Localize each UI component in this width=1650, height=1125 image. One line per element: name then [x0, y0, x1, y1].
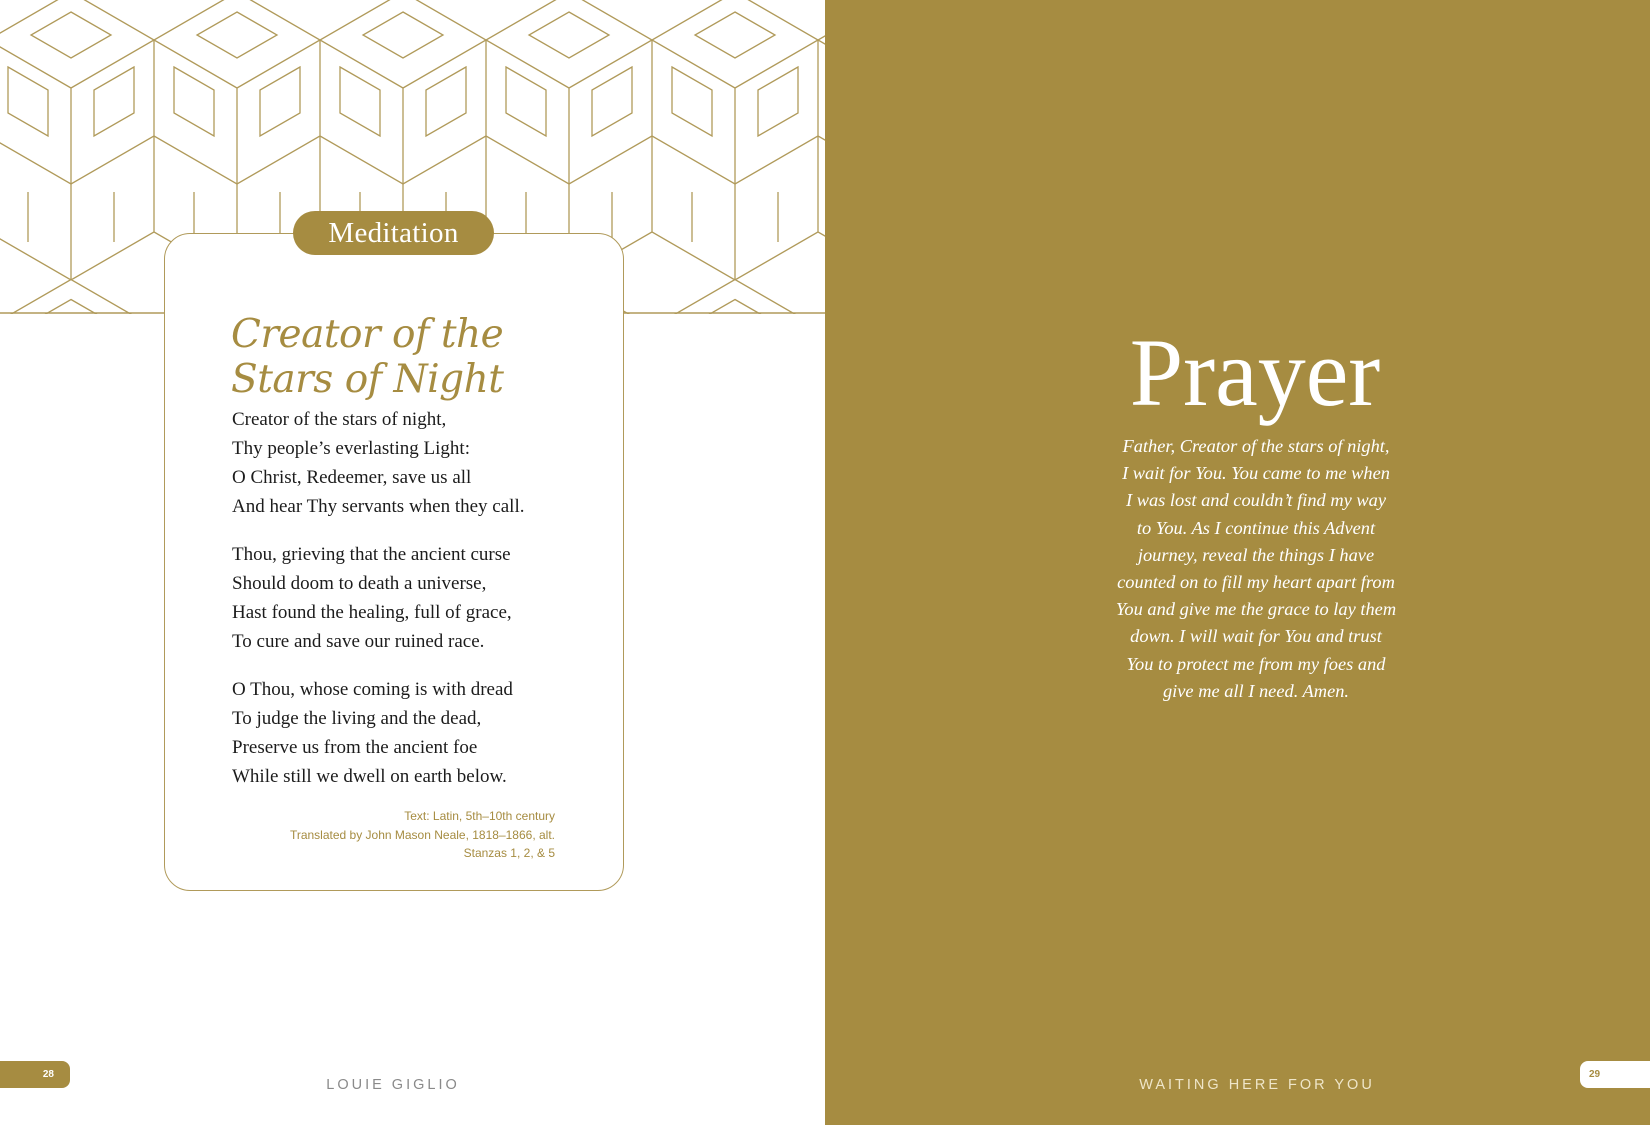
hymn-credits [232, 807, 555, 863]
stanza [232, 405, 612, 521]
running-head-right: WAITING HERE FOR YOU [1139, 1077, 1375, 1093]
credit-line: Stanzas 1, 2, & 5 [463, 846, 555, 860]
prayer-line: Father, Creator of the stars of night, [1122, 436, 1390, 456]
stanza-line: Creator of the stars of night, [232, 409, 447, 430]
prayer-line: You to protect me from my foes and [1126, 653, 1386, 674]
prayer-line: give me all I need. Amen. [1162, 680, 1350, 701]
prayer-text [1100, 433, 1412, 705]
stanza-line: Thy people’s everlasting Light: [232, 438, 470, 459]
prayer-line: You and give me the grace to lay them [1115, 599, 1397, 620]
prayer-line: to You. As I continue this Advent [1136, 517, 1376, 538]
stanza-line: To cure and save our ruined race. [232, 631, 485, 652]
stanza [232, 675, 612, 791]
prayer-title: Prayer [1129, 319, 1381, 426]
hymn-title [231, 312, 591, 402]
running-head-left: LOUIE GIGLIO [326, 1077, 460, 1093]
prayer-line: counted on to fill my heart apart from [1117, 572, 1395, 593]
hymn-title-line: Creator of the [231, 312, 504, 357]
hymn-title-line: Stars of Night [231, 357, 504, 402]
prayer-line: journey, reveal the things I have [1137, 544, 1375, 565]
stanza-line: O Christ, Redeemer, save us all [232, 467, 472, 488]
page-number-right: 29 [1580, 1061, 1650, 1088]
stanza-line: O Thou, whose coming is with dread [232, 679, 513, 700]
prayer-line: I was lost and couldn’t find my way [1125, 490, 1386, 511]
stanza-line: Thou, grieving that the ancient curse [232, 544, 511, 565]
meditation-label: Meditation [293, 211, 494, 255]
stanza-line: Preserve us from the ancient foe [232, 737, 478, 758]
stanza-line: Hast found the healing, full of grace, [232, 602, 512, 623]
page-number-left: 28 [0, 1061, 70, 1088]
hymn-stanzas [232, 405, 612, 810]
stanza-line: While still we dwell on earth below. [232, 766, 507, 787]
credit-line: Text: Latin, 5th–10th century [404, 809, 555, 823]
stanza [232, 540, 612, 656]
stanza-line: Should doom to death a universe, [232, 573, 487, 594]
prayer-line: I wait for You. You came to me when [1122, 463, 1390, 484]
stanza-line: To judge the living and the dead, [232, 708, 482, 729]
credit-line: Translated by John Mason Neale, 1818–1866, alt. [289, 827, 555, 842]
prayer-line: down. I will wait for You and trust [1130, 626, 1382, 647]
stanza-line: And hear Thy servants when they call. [232, 496, 525, 517]
